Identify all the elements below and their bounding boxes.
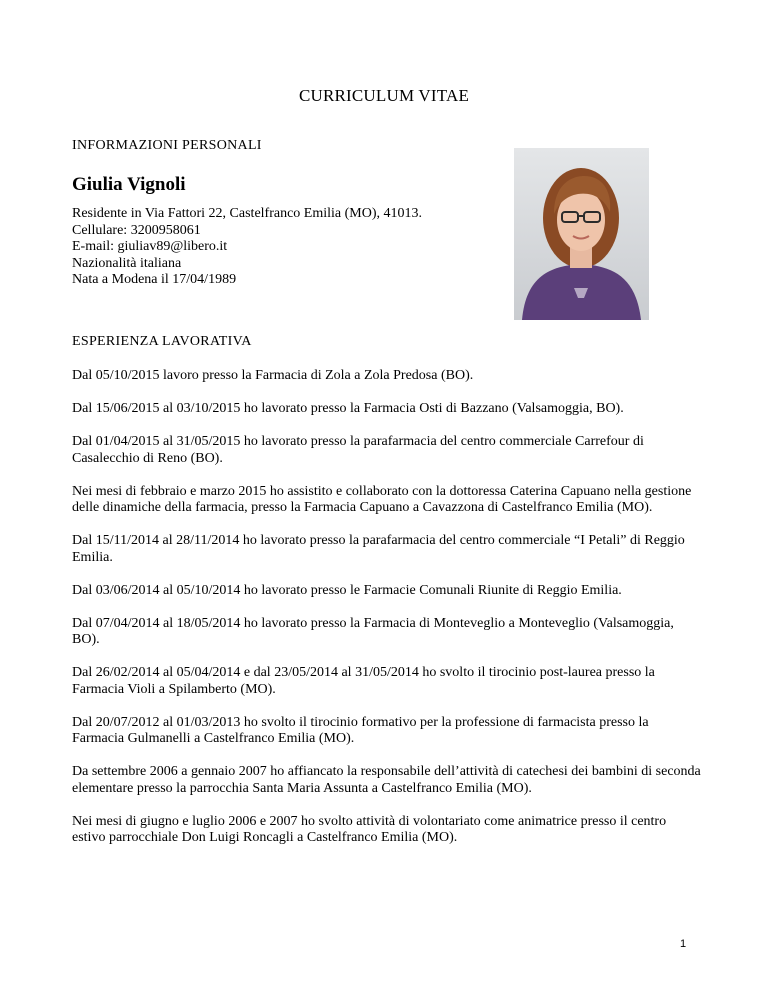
- experience-entry: Nei mesi di febbraio e marzo 2015 ho assistito e collaborato con la dottoressa Caterina Capuano nella gestione delle dinamiche della farmacia, presso la Farmacia Capuano a Cavazzona di Castelfranco Emilia (MO).: [72, 483, 692, 515]
- email-line: E-mail: giuliav89@libero.it: [72, 239, 228, 254]
- address-line: Residente in Via Fattori 22, Castelfranco Emilia (MO), 41013.: [72, 206, 422, 221]
- experience-entry: Dal 03/06/2014 al 05/10/2014 ho lavorato presso le Farmacie Comunali Riunite di Reggio Emilia.: [72, 582, 622, 598]
- personal-info-heading: INFORMAZIONI PERSONALI: [72, 138, 262, 153]
- phone-line: Cellulare: 3200958061: [72, 222, 201, 238]
- nationality-line: Nazionalità italiana: [72, 255, 182, 271]
- page-number: 1: [680, 938, 687, 950]
- experience-entry: Dal 15/06/2015 al 03/10/2015 ho lavorato presso la Farmacia Osti di Bazzano (Valsamoggia, BO).: [72, 401, 624, 416]
- work-experience-list: [72, 368, 702, 863]
- experience-entry: Dal 07/04/2014 al 18/05/2014 ho lavorato presso la Farmacia di Monteveglio a Monteveglio (Valsamoggia, BO).: [72, 615, 674, 647]
- document-title: CURRICULUM VITAE: [298, 86, 470, 105]
- profile-photo: [514, 148, 649, 320]
- experience-entry: Da settembre 2006 a gennaio 2007 ho affiancato la responsabile dell’attività di catechesi dei bambini di seconda elementare presso la parrocchia Santa Maria Assunta a Castelfranco Emilia (MO).: [72, 764, 701, 796]
- experience-entry: Dal 01/04/2015 al 31/05/2015 ho lavorato presso la parafarmacia del centro commerciale Carrefour di Casalecchio di Reno (BO).: [72, 434, 644, 466]
- experience-entry: Dal 05/10/2015 lavoro presso la Farmacia di Zola a Zola Predosa (BO).: [72, 368, 474, 383]
- experience-entry: Dal 20/07/2012 al 01/03/2013 ho svolto il tirocinio formativo per la professione di farmacista presso la Farmacia Gulmanelli a Castelfranco Emilia (MO).: [72, 714, 649, 746]
- candidate-name: Giulia Vignoli: [72, 174, 186, 195]
- experience-entry: Dal 26/02/2014 al 05/04/2014 e dal 23/05/2014 al 31/05/2014 ho svolto il tirocinio post-laurea presso la Farmacia Violi a Spilamberto (MO).: [72, 665, 655, 697]
- experience-entry: Nei mesi di giugno e luglio 2006 e 2007 ho svolto attività di volontariato come animatrice presso il centro estivo parrocchiale Don Luigi Roncagli a Castelfranco Emilia (MO).: [72, 813, 667, 845]
- personal-info-block: [72, 206, 422, 289]
- experience-entry: Dal 15/11/2014 al 28/11/2014 ho lavorato presso la parafarmacia del centro commerciale “I Petali” di Reggio Emilia.: [72, 533, 685, 565]
- work-experience-heading: ESPERIENZA LAVORATIVA: [72, 334, 252, 349]
- birth-line: Nata a Modena il 17/04/1989: [72, 272, 237, 287]
